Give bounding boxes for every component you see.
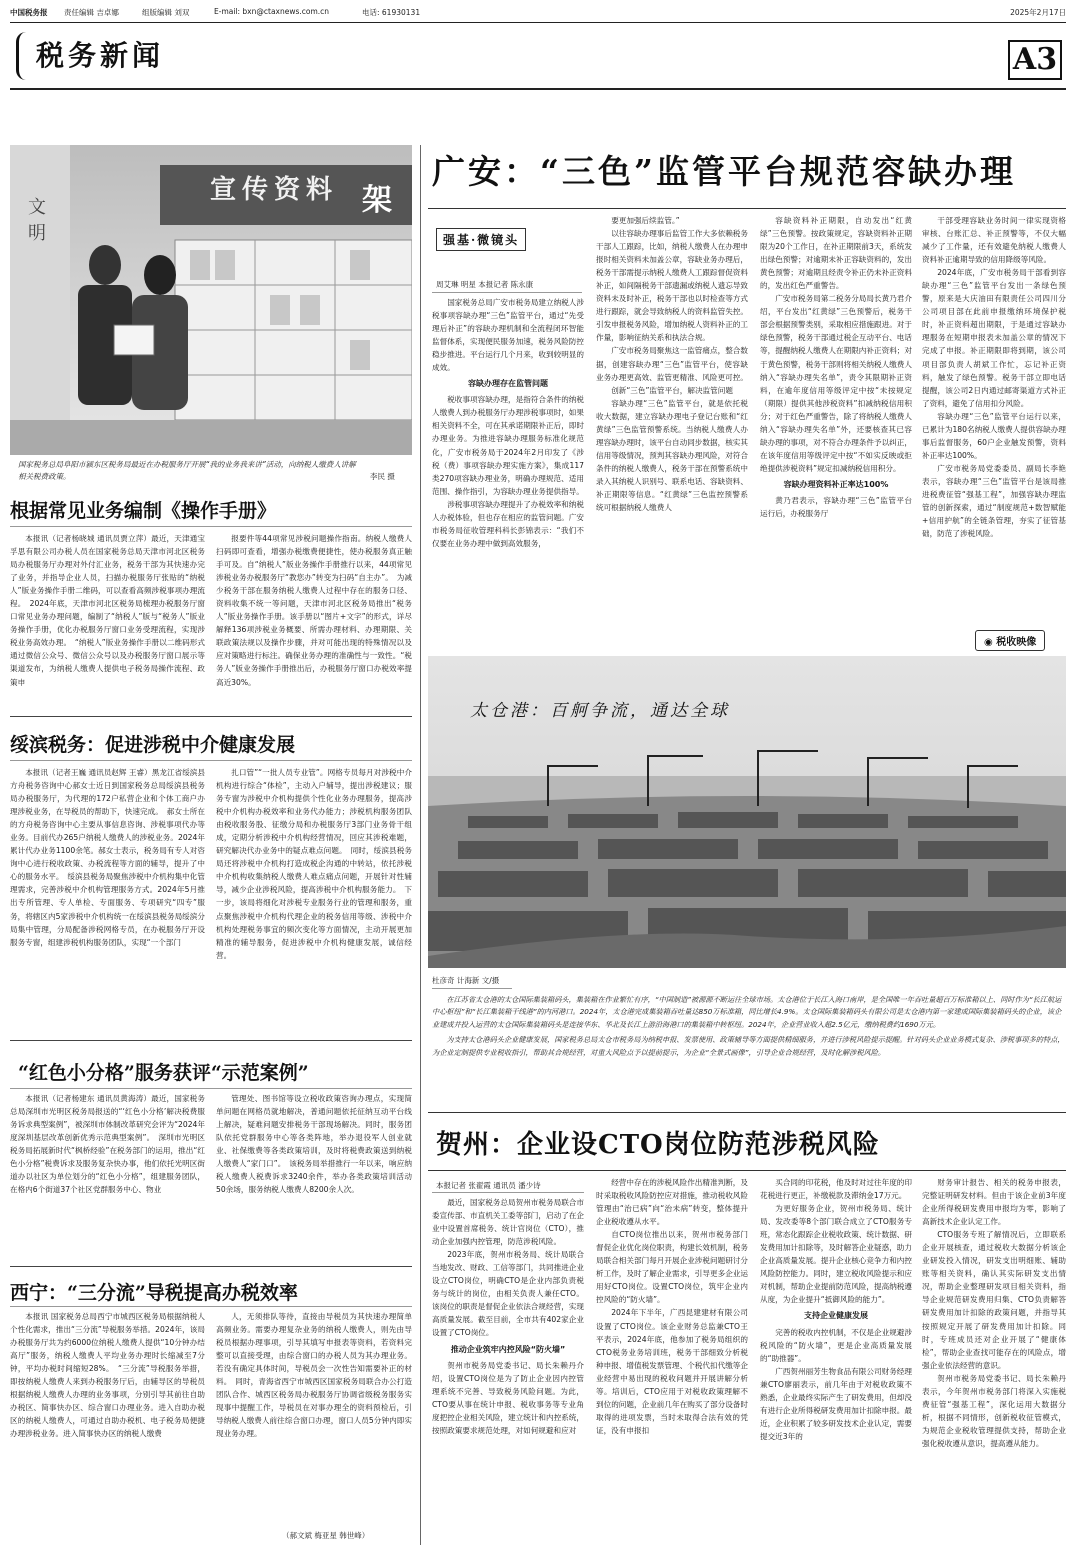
photo-feature-tag [975,630,1045,651]
divider [10,1088,412,1089]
photo-feature-caption [432,994,1066,1059]
email-label: E-mail: bxn@ctaxnews.com.cn [214,7,330,16]
article-text: 本报讯（记者杨晓城 通讯员贾立萍）最近，天津通宝孚思有限公司办税人员在国家税务总局天津市河北区税务局办税服务厅办理对外付汇业务，税务干部为其快速办完了业务，并指导企业人员，扫描办税服务厅张贴的“纳税人”版业务操作手册二维码，可以查看高频涉税事项办理流程。 2024年底，天津市河北区税务局梳理办税服务厅窗口常见业务办理问题，编制了“纳税人”版与“税务人”版业务操作手册，优化办税服务厅窗口业务受理流程，实现涉税业务高效办理。 “纳税人”版业务操作手册以二维码形式通过微信公众号、微信公众号以及办税服务厅窗口展示等渠道发布，为纳税人缴费人提供电子税务局操作流程、政策申 [10,534,205,687]
section-title: 税务新闻 [36,39,165,72]
paragraph: CTO服务专班了解情况后，立即联系企业开展核查，通过税收大数据分析该企业研发投入情况，研发支出明细账、辅助账等相关资料，确认其实际研发支出情况，帮助企业整理研发项目相关资料，指导企业规范研发费用归集、CTO负责解答研发费用加计扣除的政策问题，并指导其按照规定开展了研发费用加计扣除。同时，专班成员还对企业开展了“健康体检”，帮助企业查找可能存在的风险点，增强企业依法经营的意识。 [922,1230,1066,1370]
article-text: 本报讯 国家税务总局西宁市城西区税务局根据纳税人个性化需求，推出“三分流”导税服务举措。2024年，该局办税服务厅共为约6000位纳税人缴费人提供“10分钟办结高厅”服务，纳税人缴费人平均业务办理时长缩减至7分钟，平均办税时间缩短28%。 “三分流”导税服务举措，即按纳税人缴费人来到办税服务厅后，由辅导区的导税员根据纳税人缴费人办理的业务事项，分别引导其前往自助办税区、简事快办区、综合窗口办理业务。进入自助办税区的纳税人缴费人，可通过自助办税机、电子税务局便捷办理涉税业务。进入简事快办区的纳税人缴费 [10,1312,205,1439]
section-subhead: 容缺办理资料补正率达100% [783,479,889,489]
paragraph: 经营中存在的涉税风险作出精准判断，及时采取税收风险防控应对措施，推动税收风险管理由“治已病”向“治未病”转变，整体提升企业税收遵从水平。 [596,1178,748,1227]
layout-credit: 组版编辑 刘双 [142,8,190,17]
photo-feature-caption-1: 在江苏省太仓港的太仓国际集装箱码头，集装箱在作业繁忙有序，“中国制造”被源源不断运往全球市场。太仓港位于长江入海口南岸，是全国唯一年吞吐量超百万标准箱以上、同时作为“长江航运中心枢纽”和“长江集装箱干线港”的内河港口。2024年，太仓港完成集装箱吞吐量达850万标准箱，同比增长4.9%。太仓国际集装箱码头有限公司是太仓港内第一家建成国际集装箱码头的企业，该企业建成并投入运营的太仓国际集装箱码头是连接华东、华北及长江上游沿海港口的集装箱中转枢纽。2024年，企业营业收入超2.5亿元，缴纳税费约1690万元。 [432,995,1062,1029]
paragraph: 国家税务总局广安市税务局建立纳税人涉税事项容缺办理“三色”监管平台，通过“先受理后补正”的容缺办理机制和全流程闭环智能监督体系，实现便民服务加速，税务风险防控稳步推进。平台运行几个月来，收到较明显的成效。 [432,298,584,373]
section-subhead: 支持企业健康发展 [804,1311,868,1321]
divider [10,526,412,527]
photo-sign-text: 宣传资料 [210,175,339,205]
paragraph: 容缺办理“三色”监管平台，就是依托税收大数据，建立容缺办理电子登记台账和“红黄绿”三色监管预警系统。当纳税人缴费人办理容缺办理时，该平台自动同步数据，核实其信用等级情况，预判其容缺办理风险，对符合条件的纳税人缴费人，税务干部在预警系统中录入其纳税人识别号、联系电话、容缺资料、补正期限等信息。“红黄绿”三色监控预警系统可根据纳税人缴费人 [596,398,748,513]
divider [10,1306,412,1307]
tax-hall-photo [10,145,412,455]
article-body [10,532,205,710]
article-byline: 本报记者 张翟霞 通讯员 潘少诗 [436,1181,541,1190]
article-body [216,1310,412,1530]
paragraph: 最近，国家税务总局贺州市税务局联合市委宣传部、市直机关工委等部门，启动了在企业中设置首席税务、统计官岗位（CTO），推动企业加强内控管理，防范涉税风险。 [432,1198,584,1247]
divider [432,988,512,989]
section-masthead [10,28,1066,84]
masthead-bracket [16,32,30,80]
issue-date: 2025年2月17日 [1010,8,1066,17]
divider [10,760,412,761]
header-bar [10,7,1066,21]
feature-body [922,214,1066,622]
photo-sign-text-2: 架 [362,183,392,218]
article-body [760,1176,912,1544]
photo-feature-tag-label: 税收映像 [996,637,1037,648]
paragraph: 自CTO岗位推出以来，贺州市税务部门督促企业优化岗位职责，构建长效机制，税务局联合相关部门每月开展企业涉税问题研讨分析工作，及时了解企业需求，引导更多企业运用好CTO岗位。设置CTO岗位，筑牢企业内控风险的“防火墙”。 [596,1230,748,1305]
paragraph: 以往容缺办理事后监管工作大多依赖税务干部人工跟踪，比如，纳税人缴费人在办理申报时相关资料未加盖公章，容缺业务办理后，税务干部需提示纳税人缴费人工跟踪督促资料补正，如间隔税务干部遗漏或纳税人遗忘导致资料未及时补正，税务干部也以时检查等方式进行跟踪，就会导致纳税人的资料监管失控。引发申报税务风险，增加纳税人资料补正的工作量，影响征纳关系和执法合规。 [596,229,748,343]
feature-headline: 广安：“三色”监管平台规范容缺办理 [432,152,1016,191]
article-body [216,1092,412,1260]
divider [428,1170,1066,1171]
feature-body [596,214,748,622]
article-headline: 根据常见业务编制《操作手册》 [10,500,277,522]
divider [428,1112,1066,1113]
paragraph: 2023年底，贺州市税务局、统计局联合当地发改、财政、工信等部门，共同推进企业设立CTO岗位，明确CTO是企业内部负责税务与统计的岗位，由相关负责人兼任CTO。该岗位的职责是督促企业依法合规经营，实现高质量发展。截至目前，全市共有402家企业设置了CTO岗位。 [432,1250,584,1338]
section-subhead: 推动企业筑牢内控风险“防火墙” [450,1344,566,1354]
paragraph: 广安市税务局党委委员、副局长李艳表示，容缺办理“三色”监管平台是该局推进税费征管“强基工程”，加强容缺办理监管的创新探索，通过“制度规范+数智赋能+信用护航”的全链条管理，夯实了征管基础，防范了涉税风险。 [922,463,1066,539]
article-body [10,1092,205,1260]
divider [428,208,1066,209]
article-headline: 绥滨税务：促进涉税中介健康发展 [10,734,296,756]
photo-feature-caption-2: 为支持太仓港码头企业健康发展，国家税务总局太仓市税务局为纳税申报、发票使用、政策辅导等方面提供精细服务，并进行涉税风险提示提醒。针对码头企业业务模式复杂、涉税事项多的特点，为企业定制提供专业税收指引，帮助其合规经营，对重大风险点予以提前提示，为企业“全景式画像”，引导企业合规经营，及时化解涉税风险。 [432,1035,1065,1057]
paragraph: 容缺资料补正期限，自动发出“红黄绿”三色预警。按政策规定，容缺资料补正期限为20个工作日，在补正期限前3天，系统发出绿色预警；对逾期未补正容缺资料的，发出黄色预警；对逾期且经责令补正仍未补正资料的，发出红色严重警告。 [760,216,912,291]
photo-caption: 国家税务总局阜阳市颍东区税务局最近在办税服务厅开展“我的业务我来讲”活动，向纳税人缴费人讲解相关税费政策。 [18,460,356,481]
article-text: 本报讯（记者王巍 通讯员赵辉 王睿）黑龙江省绥滨县方舟税务咨询中心郝女士近日到国家税务总局绥滨县税务局办税服务厅，为代理的172户私营企业和个体工商户办理涉税业务，在导税员的帮助下，快速完成。 郝女士所在的方舟税务咨询中心主要从事信息咨询、涉税事项代办等业务。目前代办265户纳税人缴费人的涉税业务。2024年累计代办业务1100余笔。郝女士表示，税务局有专人对咨询中心进行税收政策、办税流程等方面的辅导，提升了中心的服务水平。 绥滨县税务局聚焦涉税中介机构集中化管理需求，完善涉税中介机构管理服务方式。2024年5月推出专所管理、专人单检、专面服务、专项研究“四专”服务，将辖区内5家涉税中介机构统一在绥滨县税务局绥滨分局集中管理，分局配备涉税网格专员，在办税服务厅开设服务专窗，组建涉税机构服务团队，实现“一个部门 [10,768,205,947]
divider [432,1192,584,1193]
article-text: 报要件等44项常见涉税问题操作指南。纳税人缴费人扫码即可查看，增强办税缴费便捷性，使办税服务真正触手可及。自“纳税人”版业务操作手册推行以来，44项常见涉税业务办税服务厅“教您办”转变为扫码“自主办”。 为减少税务干部在服务纳税人缴费人过程中存在的服务口径、资料收集不统一等问题，天津市河北区税务局推出“税务人”版业务操作手册。该手册以“图片+文字”的形式，详尽解释136项涉税业务概要、所需办理材料、办理期限、关联政策法规以及操作步骤，并对可能出现的特殊情况以及应对策略进行标注。确保业务办理的准确性与一致性。“税务人”版业务操作手册推出后，办税服务厅窗口办税效率提高近30%。 [216,534,412,687]
article-body [10,1310,205,1542]
feature-byline: 周艾琳 明星 本报记者 陈永康 [436,280,534,289]
column-tag: 强基·微镜头 [436,228,526,251]
editor-credit: 责任编辑 吉卓娜 [64,8,119,17]
article-text: 人，无须排队等待，直接由导税员为其快速办理简单高频业务。需要办理复杂业务的纳税人缴费人，则先由导税员根据办理事项，引导其填写申报表等资料，若资料完整可以直接受理，由综合窗口的办税人员为其办理业务。若没有确定具体时间，导税员会一次性告知需要补正的材料。 同时，青海省西宁市城西区国家税务局联合办公打造团队合作、城西区税务局办税服务厅协调省级税务服务实现事中提醒工作，导税员在对事办理全的资料预检后，引导纳税人缴费人前往综合窗口办理，窗口人员5分钟内即实现业务办理。 [216,1312,412,1439]
paragraph: 2024年下半年，广西昆建建材有限公司设置了CTO岗位。该企业财务总监兼CTO王平表示，2024年底，他参加了税务局组织的CTO税务业务培训班，税务干部细致分析税种申报、增值税发票管理、个税代扣代缴等企业经营中易出现的税收问题并开展讲解分析等。培训后，CTO应用于对税收政策理解不到位的问题，企业前几年在购买了部分设备时取得的进项发票，当时未取得合法有效的凭证，没有申报扣 [596,1308,748,1435]
article-headline: 贺州：企业设CTO岗位防范涉税风险 [436,1130,880,1160]
paragraph: 为更好服务企业，贺州市税务局、统计局、发改委等8个部门联合成立了CTO服务专班，常态化跟踪企业税收政策、统计数据、研发费用加计扣除等，及时解答企业疑惑，助力企业高质量发展。提升企业核心竞争力和内控风险防控能力。同时，建立税收风险提示和应对机制，帮助企业提前防范风险，提高纳税遵从度，为企业提升“抵御风险的能力”。 [760,1204,912,1305]
article-text: 管理处、图书馆等设立税收政策咨询办理点，实现简单问题在网格员就地解决，普通问题依托征纳互动平台线上解决，疑难问题安排税务干部现场解决。同时，服务团队依托党群服务中心等各类阵地，举办退役军人创业就业、社保缴费等各类政策培训，及时将税费政策送到纳税人缴费人“家门口”。 该税务局举措推行一年以来，响应纳税人缴费人税费诉求3240余件，举办各类政策培训活动50余场，服务纳税人缴费人8200余人次。 [216,1094,412,1195]
article-headline: “红色小分格”服务获评“示范案例” [18,1062,309,1084]
article-body [596,1176,748,1544]
photo-sign-text-3: 文明 [28,197,46,244]
phone-label: 电话: 61930131 [362,8,421,17]
paragraph: 广西贺州丽芳生物食品有限公司财务经理兼CTO廖丽表示，前几年由于对税收政策不熟悉，企业最终实际产生了研发费用，但却没有进行企业所得税研发费用加计扣除申报。最近，企业积累了较多研发技术企业认定，需要提交近3年的 [760,1366,912,1441]
paragraph: 要更加强后续监管。” [611,216,680,225]
divider [10,1266,412,1267]
section-subhead: 容缺办理存在监管问题 [468,379,548,389]
paragraph: 完善的税收内控机制，不仅是企业规避涉税风险的“防火墙”，更是企业高质量发展的“助推器”。 [760,1327,912,1363]
paragraph: 创新“三色”监管平台，解决监管问题 [611,385,733,395]
article-body [432,1196,584,1544]
article-body [922,1176,1066,1544]
masthead-rule [10,88,1066,90]
paragraph: 2024年底，广安市税务局干部看到容缺办理“三色”监管平台发出一条绿色预警，原来是大庆油田有限责任公司四川分公司项目部在此前申报缴纳环境保护税时，补正资料超出期限，于是通过容缺办理服务在短期申报表未加盖公章的情况下完成了申报。补正期限即将到期，该公司项目部负责人胡斌工作忙，忘记补正资料，触发了绿色预警。税务干部立即电话提醒，该公司2日内通过邮寄渠道方式补正了资料，避免了信用扣分风险。 [922,268,1066,408]
port-photo [428,656,1066,968]
paragraph: 贺州市税务局党委书记、局长朱赖丹表示，今年贺州市税务部门将深入实施税费征管“强基工程”，深化运用大数据分析，根据不同情形，创新税收征管模式，为规范企业税收管理提供支持，帮助企业强化税收遵从意识，提高遵从能力。 [922,1373,1066,1448]
divider [432,292,582,293]
article-body [216,532,412,710]
page-number: A3 [1008,40,1062,80]
divider [10,1040,412,1041]
paragraph: 广安市税务局聚焦这一监管痛点，整合数据，创建容缺办理“三色”监管平台，使容缺业务办理更高效、监管更精准、风险更可控。 [596,346,748,382]
divider [10,716,412,717]
paragraph: 广安市税务局第二税务分局局长黄乃君介绍，平台发出“红黄绿”三色预警后，税务干部会根据预警类别，采取相应措施跟进。对于绿色预警，税务干部通过税企互动平台、电话等，提醒纳税人缴费人在期限内补正资料；对于黄色预警，税务干部则将相关纳税人缴费人纳入“容缺办理失名单”，责令其限期补正资料，在逾年度信用等级评定中按“未按规定（期限）提供其他涉税资料”扣减纳税信用积分；对于红色严重警告，除了将纳税人缴费人纳入“容缺办理失名单”外，还要核查其已容缺办理的事项，对不符合办理条件予以纠正，在该年度信用等级评定中按“不如实反映或拒绝提供涉税资料”规定扣减纳税信用积分。 [760,294,912,473]
paragraph: 税收事项容缺办理，是指符合条件的纳税人缴费人到办税服务厅办理涉税事项时，如果相关资料不全，可在其承诺期限补正后，即时办理业务。为推进容缺办理服务标准化规范化，广安市税务局于2024年2月印发了《涉税（费）事项容缺办理实施方案》，集成117类270项容缺办理业务，明确办理规范、适用范围、操作指引，为容缺办理业务提供指导。 [432,395,584,496]
article-headline: 西宁：“三分流”导税提高办税效率 [10,1282,298,1304]
paragraph: 买合同的印花税，他及时对过往年度的印花税进行更正，补缴税款及滞纳金17万元。 [760,1178,912,1201]
camera-icon: ◉ [984,637,997,648]
column-divider [420,145,421,1545]
photo-feature-title: 太仓港：百舸争流，通达全球 [470,701,730,721]
paragraph: 贺州市税务局党委书记、局长朱赖丹介绍，设置CTO岗位是为了防止企业因内控管理系统不完善、导致税务风险问题。为此，CTO要从事在统计申报、税收事务等专业角度把控企业相关风险，建立统计和内控系统，按照政策要求规范处理，对如何规避和应对 [432,1360,584,1435]
paragraph: 容缺办理“三色”监管平台运行以来，已累计为180名纳税人缴费人提供容缺办理事后监督服务，60户企业触发预警，资料补正率达100%。 [922,411,1066,460]
feature-body [760,214,912,622]
paragraph: 涉税事项容缺办理提升了办税效率和纳税人办税体验，但也存在相应的监管问题。广安市税务局征收管理科科长彭锦表示：“我们不仅要在业务办理中做到高效服务， [432,499,584,548]
article-text: 本报讯（记者杨建东 通讯员黄海涛）最近，国家税务总局深圳市光明区税务局报送的“‘红色小分格’解决税费服务诉求典型案例”，被深圳市体制改革研究会评为“2024年度深圳基层改革创新优秀示范典型案例”。 深圳市光明区税务局拓展新时代“枫桥经验”在税务部门的运用，推出“红色小分格”税费诉求及服务复杂快办事，他们依托光明区街道办以社区为单位划分的“红色小分格”，组建服务团队，在格内6个街道37个社区党群服务中心、物业 [10,1094,205,1195]
paragraph: 黄乃君表示，容缺办理“三色”监管平台运行后，办税服务厅 [760,495,912,519]
feature-body [432,296,584,622]
article-body [10,766,205,1032]
photo-credit: 李民 摄 [370,472,395,481]
article-text: 扎口管”“一批人员专业管”。网格专员每月对涉税中介机构进行综合“体检”，主动入户辅导，提出涉税建议；服务专窗为涉税中介机构提供个性化业务办理服务，提高涉税中介机构办税效率和业务代办能力；涉税机构服务团队由税收服务股、征缴分局和办税服务厅3部门业务骨干组成，定期分析涉税中介机构经营情况，回应其涉税难题，研究解决代办业务中的疑点难点问题。 同时，绥滨县税务局还将涉税中介机构打造成税企沟通的中转站，依托涉税中介机构收集纳税人缴费人难点痛点问题，开展针对性辅导，减少企业涉税风险，提高涉税中介机构服务能力。 下一步，该局将细化对涉税专业服务行业的管理和服务，重点聚焦涉税中介机构代理企业的税务信用等级、涉税中介机构处理税务事宜的频次变化等方面情况，主动开展更加精准的辅导服务，促进涉税中介机构健康发展，诚信经营。 [216,768,412,960]
paragraph: 干部受理容缺业务时间一律实现资格审核、台账汇总、补正预警等，不仅大幅减少了工作量，还有效避免纳税人缴费人资料补正逾期导致的信用降级等风险。 [922,216,1066,265]
article-body [216,766,412,1032]
paragraph: 财务审计报告、相关的税务申报表，完整证明研发材料。但由于该企业前3年度企业所得税研发费用申报均为零，影响了高新技术企业认定工作。 [922,1178,1066,1227]
article-author: （郝文斌 梅亚星 韩世峰） [282,1531,370,1540]
photo-feature-credit: 杜彦奇 计海新 文/摄 [432,976,500,985]
header-rule [10,22,1066,23]
paper-name: 中国税务报 [10,8,48,17]
